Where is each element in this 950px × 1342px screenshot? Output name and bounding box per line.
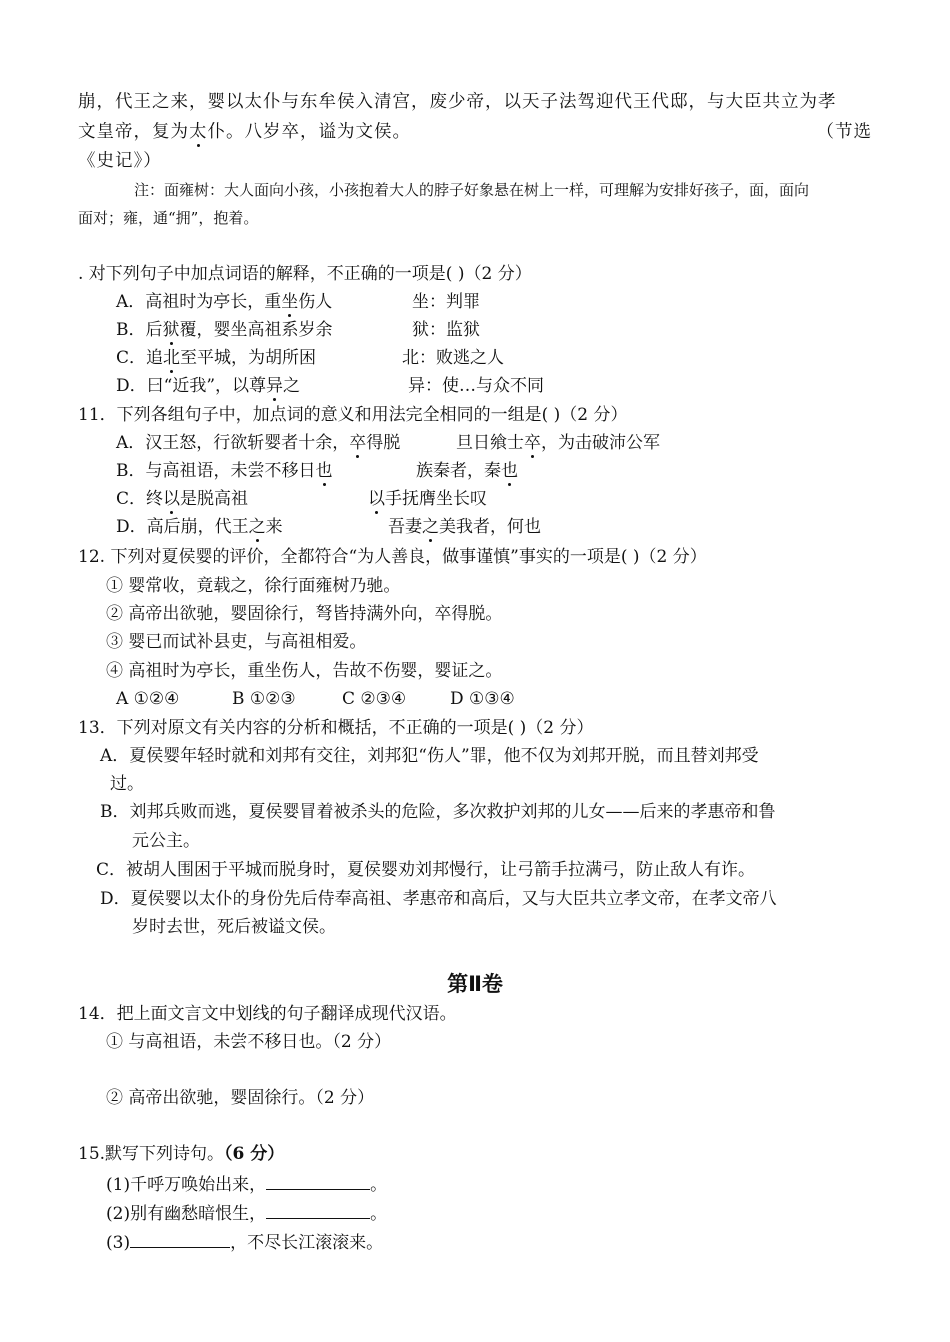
q14-item-1: ① 与高祖语，未尝不移日也。（2 分） — [106, 1032, 392, 1052]
option-text: 来 — [265, 517, 283, 537]
q13-option-b-line-1: B．刘邦兵败而逃，夏侯婴冒着被杀头的危险，多次救护刘邦的儿女——后来的孝惠帝和鲁 — [100, 802, 776, 822]
option-text: 之 — [283, 376, 301, 396]
dotted-word: 狱 — [162, 320, 180, 340]
answer-blank-2[interactable] — [266, 1200, 370, 1219]
q15-line-3 — [106, 1229, 383, 1255]
q15-line-2 — [106, 1200, 387, 1226]
q15-line-1 — [106, 1171, 387, 1197]
q11-option-c — [116, 487, 248, 511]
option-text: 至平城，为胡所困 — [180, 348, 317, 368]
dotted-word: 卒 — [524, 433, 541, 453]
q10-option-d — [116, 374, 300, 398]
q12-item-1: ① 婴常收，竟载之，徐行面雍树乃驰。 — [106, 576, 401, 596]
q10-option-a — [116, 290, 332, 314]
option-text: 是脱高祖 — [180, 489, 249, 509]
dotted-word: 太 — [189, 122, 208, 142]
option-text: ，为击破沛公军 — [541, 433, 660, 453]
answer-blank-3[interactable] — [130, 1229, 230, 1248]
option-text: C．终 — [116, 489, 164, 509]
q11-option-d-pair — [388, 515, 541, 539]
passage-line-2 — [78, 120, 411, 144]
q13-option-b-line-2: 元公主。 — [132, 831, 200, 851]
q10-option-c — [116, 346, 316, 370]
poem-text: 。 — [370, 1204, 388, 1224]
q13-option-c: C．被胡人围困于平城而脱身时，夏侯婴劝刘邦慢行，让弓箭手拉满弓，防止敌人有诈。 — [96, 860, 756, 880]
answer-blank-1[interactable] — [266, 1171, 370, 1190]
dotted-word: 北 — [163, 348, 181, 368]
passage-text: 仆。八岁卒，谥为文侯。 — [207, 122, 411, 142]
dotted-word: 卒 — [349, 433, 367, 453]
score-text: （6 分） — [224, 1144, 285, 1164]
poem-text: (3) — [106, 1233, 131, 1253]
option-text: 旦日飨士 — [456, 433, 524, 453]
stem-text: 15.默写下列诗句。 — [78, 1144, 225, 1164]
section-2-title: 第Ⅱ卷 — [447, 972, 503, 996]
option-text: 伤人 — [298, 292, 333, 312]
question-12-stem: 12. 下列对夏侯婴的评价，全都符合“为人善良，做事谨慎”事实的一项是( )（2 分） — [78, 547, 707, 567]
q12-item-4: ④ 高祖时为亭长，重坐伤人，告故不伤婴，婴证之。 — [106, 661, 503, 681]
option-text: 美我者，何也 — [439, 517, 541, 537]
dotted-word: 之 — [422, 517, 439, 537]
q10-gloss-b: 狱：监狱 — [412, 320, 480, 340]
annotation-line-2: 面对；雍，通“拥”，抱着。 — [78, 209, 259, 227]
dotted-word: 之 — [248, 517, 266, 537]
question-15-stem — [78, 1142, 284, 1166]
passage-line-1: 崩，代王之来，婴以太仆与东牟侯入清宫，废少帝，以天子法驾迎代王代邸，与大臣共立为孝 — [78, 92, 837, 112]
q13-option-a-line-2: 过。 — [110, 774, 144, 794]
dotted-word: 也 — [501, 461, 518, 481]
option-text: 得脱 — [366, 433, 401, 453]
option-text: 覆，婴坐高祖系岁余 — [179, 320, 333, 340]
option-text: A．高祖时为亭长，重 — [116, 292, 282, 312]
question-14-stem: 14．把上面文言文中划线的句子翻译成现代汉语。 — [78, 1004, 457, 1024]
annotation-line-1: 注：面雍树：大人面向小孩，小孩抱着大人的脖子好象悬在树上一样，可理解为安排好孩子，面，面向 — [134, 181, 810, 199]
q12-choice-d: D ①③④ — [450, 689, 515, 709]
q12-choice-c: C ②③④ — [342, 689, 407, 709]
option-text: B．后 — [116, 320, 163, 340]
q12-choice-b: B ①②③ — [232, 689, 296, 709]
q11-option-b-pair — [416, 459, 518, 483]
poem-text: ，不尽长江滚滚来。 — [230, 1233, 384, 1253]
dotted-word: 坐 — [281, 292, 299, 312]
q12-item-2: ② 高帝出欲驰，婴固徐行，弩皆持满外向，卒得脱。 — [106, 604, 503, 624]
q13-option-d-line-1: D．夏侯婴以太仆的身份先后侍奉高祖、孝惠帝和高后，又与大臣共立孝文帝，在孝文帝八 — [100, 889, 777, 909]
dotted-word: 以 — [368, 489, 385, 509]
dotted-word: 以 — [163, 489, 181, 509]
option-text: 族秦者，秦 — [416, 461, 501, 481]
q13-option-a-line-1: A．夏侯婴年轻时就和刘邦有交往，刘邦犯“伤人”罪，他不仅为刘邦开脱，而且替刘邦受 — [100, 746, 759, 766]
q14-item-2: ② 高帝出欲驰，婴固徐行。（2 分） — [106, 1088, 375, 1108]
question-13-stem: 13．下列对原文有关内容的分析和概括，不正确的一项是( )（2 分） — [78, 718, 594, 738]
poem-text: (1)千呼万唤始出来， — [106, 1175, 267, 1195]
dotted-word: 也 — [315, 461, 333, 481]
option-text: C．追 — [116, 348, 164, 368]
option-text: B．与高祖语，未尝不移日 — [116, 461, 316, 481]
source-note-start: （节选 — [816, 122, 872, 142]
q10-option-b — [116, 318, 333, 342]
question-11-stem: 11．下列各组句子中，加点词的意义和用法完全相同的一组是( )（2 分） — [78, 405, 628, 425]
source-note-end: 《史记》） — [78, 151, 162, 171]
q10-gloss-a: 坐：判罪 — [412, 292, 480, 312]
poem-text: 。 — [370, 1175, 388, 1195]
poem-text: (2)别有幽愁暗恨生， — [106, 1204, 267, 1224]
question-10-stem: . 对下列句子中加点词语的解释，不正确的一项是( )（2 分） — [78, 264, 532, 284]
option-text: 吾妻 — [388, 517, 422, 537]
q10-gloss-c: 北：败逃之人 — [402, 348, 504, 368]
option-text: D．曰“近我”，以尊 — [116, 376, 267, 396]
option-text: 手抚膺坐长叹 — [385, 489, 487, 509]
q11-option-c-pair — [368, 487, 487, 511]
q11-option-b — [116, 459, 333, 483]
q11-option-a-pair — [456, 431, 660, 455]
q10-gloss-d: 异：使…与众不同 — [408, 376, 544, 396]
option-text: A．汉王怒，行欲斩婴者十余， — [116, 433, 350, 453]
q11-option-a — [116, 431, 400, 455]
option-text: D．高后崩，代王 — [116, 517, 249, 537]
dotted-word: 异 — [266, 376, 284, 396]
passage-text: 文皇帝，复为 — [78, 122, 189, 142]
q13-option-d-line-2: 岁时去世，死后被谥文侯。 — [132, 917, 336, 937]
q12-item-3: ③ 婴已而试补县吏，与高祖相爱。 — [106, 632, 367, 652]
q11-option-d — [116, 515, 283, 539]
q12-choice-a: A ①②④ — [116, 689, 180, 709]
